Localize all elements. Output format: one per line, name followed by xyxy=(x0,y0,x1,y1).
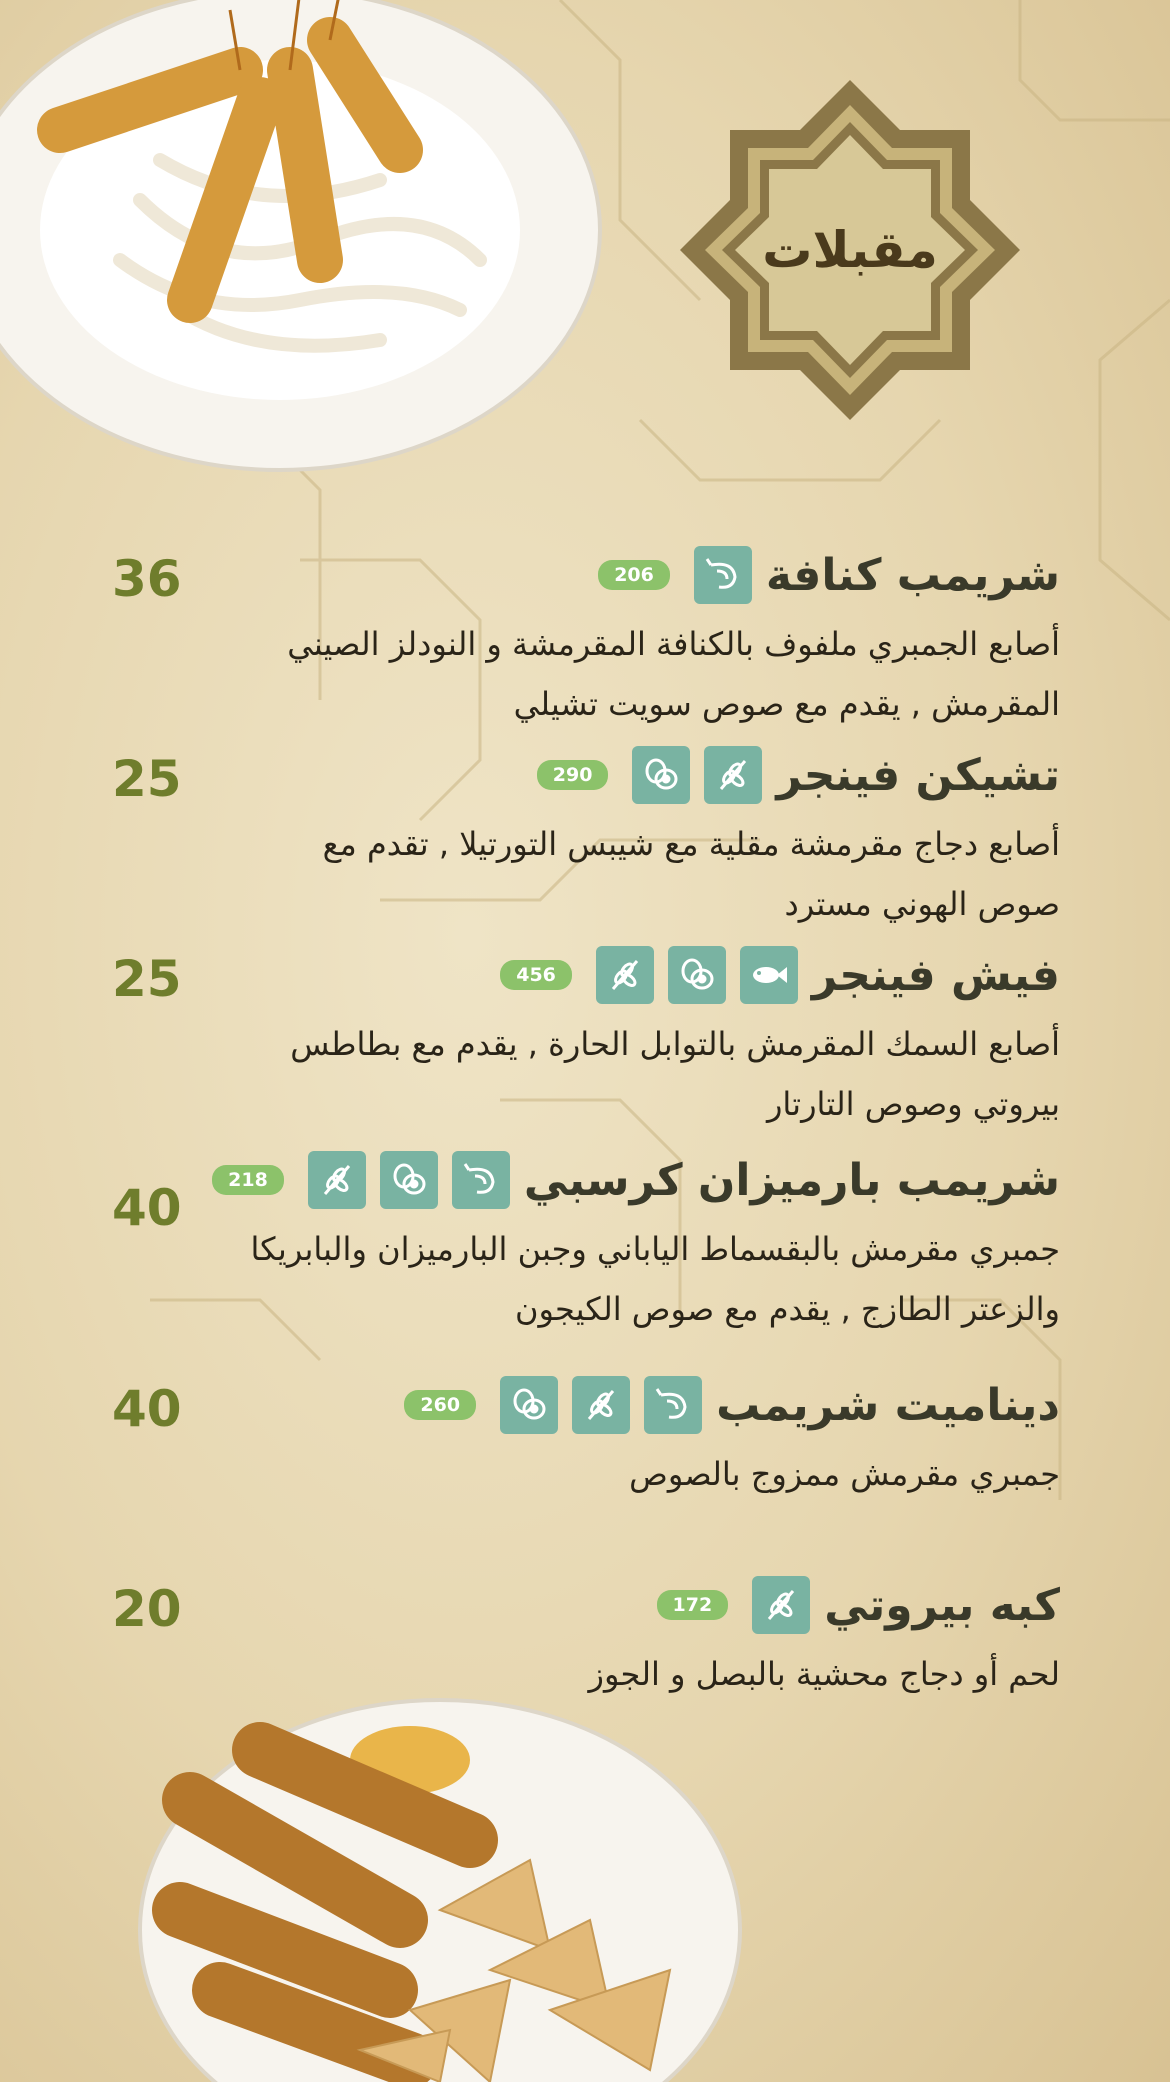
calorie-badge: 172 xyxy=(657,1590,729,1620)
fish-icon xyxy=(740,946,798,1004)
description-line: بيروتي وصوص التارتار xyxy=(766,1085,1060,1123)
wheat-icon xyxy=(308,1151,366,1209)
description-line: والزعتر الطازج , يقدم مع صوص الكيجون xyxy=(514,1290,1060,1328)
item-price: 20 xyxy=(112,1580,182,1638)
item-name: تشيكن فينجر xyxy=(776,749,1060,801)
wheat-icon xyxy=(704,746,762,804)
item-header xyxy=(657,1576,1060,1634)
item-header xyxy=(500,946,1060,1004)
item-name: شريمب بارميزان كرسبي xyxy=(523,1154,1060,1206)
description-line: لحم أو دجاج محشية بالبصل و الجوز xyxy=(588,1655,1060,1693)
calorie-badge: 218 xyxy=(212,1165,284,1195)
item-name: كبه بيروتي xyxy=(824,1579,1060,1631)
section-title: مقبلات xyxy=(762,221,938,279)
egg-icon xyxy=(500,1376,558,1434)
shrimp-icon xyxy=(694,546,752,604)
calorie-badge: 260 xyxy=(404,1390,476,1420)
item-description xyxy=(200,614,1060,734)
item-description xyxy=(200,1219,1060,1339)
item-price: 25 xyxy=(112,750,182,808)
calorie-badge: 206 xyxy=(598,560,670,590)
item-price: 40 xyxy=(112,1179,182,1237)
description-line: أصابع دجاج مقرمشة مقلية مع شيبس التورتيلا , تقدم مع xyxy=(322,825,1060,863)
description-line: المقرمش , يقدم مع صوص سويت تشيلي xyxy=(513,685,1060,723)
egg-icon xyxy=(380,1151,438,1209)
description-line: جمبري مقرمش ممزوج بالصوص xyxy=(629,1455,1060,1493)
shrimp-icon xyxy=(452,1151,510,1209)
item-description xyxy=(200,814,1060,934)
calorie-badge: 290 xyxy=(537,760,609,790)
item-price: 25 xyxy=(112,950,182,1008)
section-badge xyxy=(660,40,1040,460)
description-line: صوص الهوني مسترد xyxy=(784,885,1060,923)
item-price: 40 xyxy=(112,1380,182,1438)
item-name: ديناميت شريمب xyxy=(716,1379,1060,1431)
shrimp-icon xyxy=(644,1376,702,1434)
wheat-icon xyxy=(752,1576,810,1634)
calorie-badge: 456 xyxy=(500,960,572,990)
item-price: 36 xyxy=(112,550,182,608)
item-name: فيش فينجر xyxy=(811,949,1060,1001)
egg-icon xyxy=(632,746,690,804)
description-line: أصابع السمك المقرمش بالتوابل الحارة , يقدم مع بطاطس xyxy=(290,1025,1060,1063)
item-description xyxy=(200,1014,1060,1134)
wheat-icon xyxy=(596,946,654,1004)
shrimp-kunafa-photo xyxy=(0,0,660,500)
description-line: جمبري مقرمش بالبقسماط الياباني وجبن البارميزان والبابريكا xyxy=(250,1230,1060,1268)
item-header xyxy=(212,1151,1060,1209)
item-header xyxy=(537,746,1060,804)
item-description xyxy=(200,1444,1060,1504)
item-name: شريمب كنافة xyxy=(765,549,1060,601)
egg-icon xyxy=(668,946,726,1004)
chicken-finger-photo xyxy=(110,1690,760,2082)
description-line: أصابع الجمبري ملفوف بالكنافة المقرمشة و النودلز الصيني xyxy=(287,625,1060,663)
item-header xyxy=(598,546,1060,604)
wheat-icon xyxy=(572,1376,630,1434)
item-header xyxy=(404,1376,1060,1434)
